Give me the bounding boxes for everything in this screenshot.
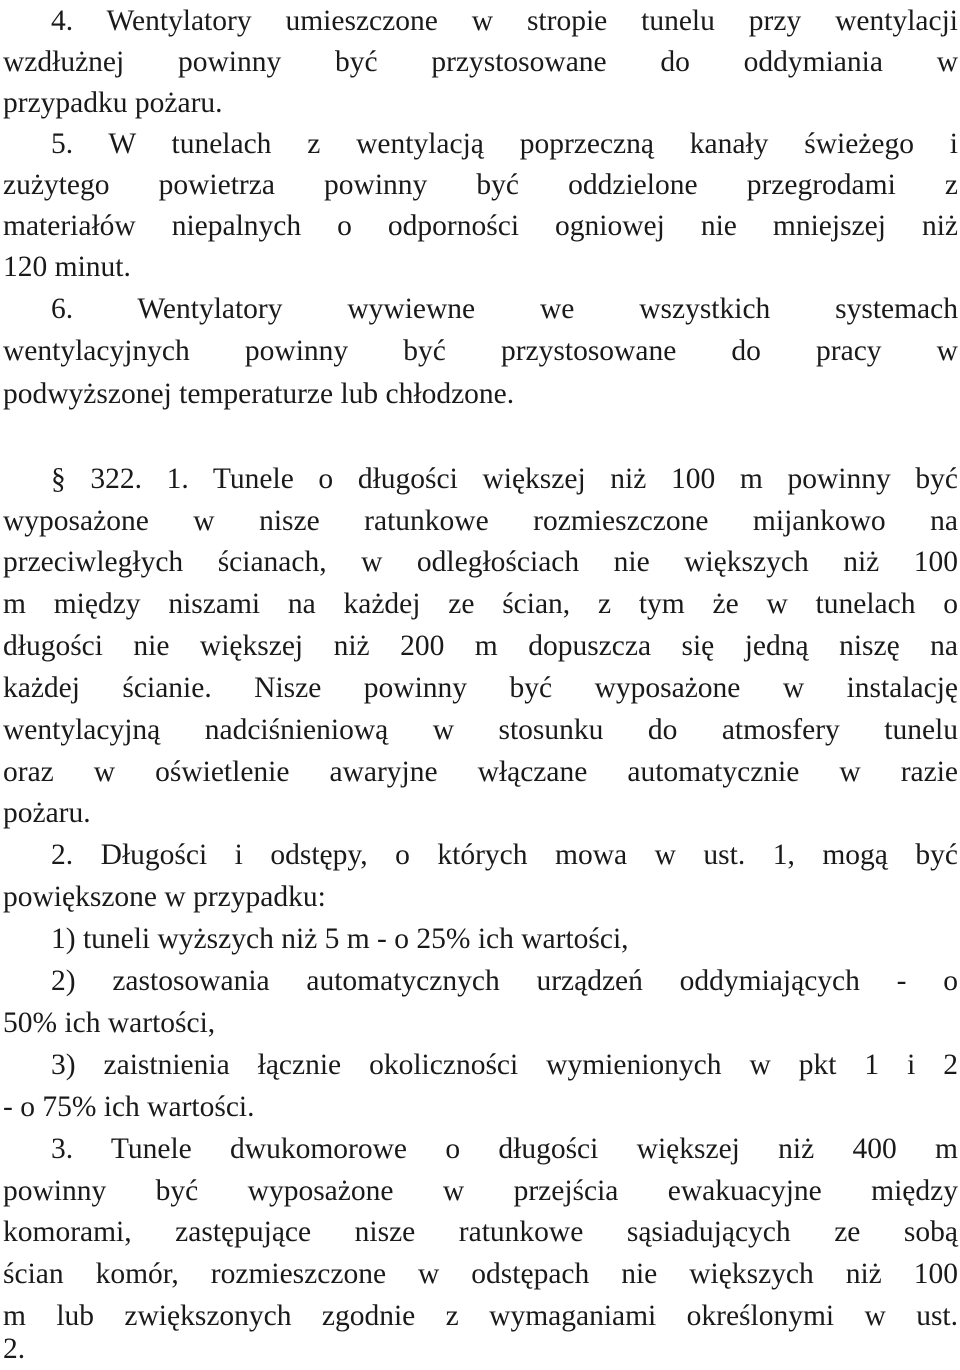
list-item: 1) tuneli wyższych niż 5 m - o 25% ich wartości, <box>51 923 629 955</box>
text-line: wentylacyjnych powinny być przystosowane do pracy w <box>3 335 958 367</box>
text-line: 120 minut. <box>3 251 131 283</box>
section-heading-line: § 322. 1. Tunele o długości większej niż 100 m powinny być <box>51 463 958 495</box>
text-line: 4. Wentylatory umieszczone w stropie tunelu przy wentylacji <box>51 5 958 37</box>
text-line: długości nie większej niż 200 m dopuszcza się jedną niszę na <box>3 630 958 662</box>
text-line: podwyższonej temperaturze lub chłodzone. <box>3 378 515 410</box>
text-line: 6. Wentylatory wywiewne we wszystkich systemach <box>51 293 958 325</box>
text-line: przypadku pożaru. <box>3 87 223 119</box>
text-line: wyposażone w nisze ratunkowe rozmieszczone mijankowo na <box>3 505 958 537</box>
text-line: 50% ich wartości, <box>3 1007 216 1039</box>
text-line: 3. Tunele dwukomorowe o długości większej niż 400 m <box>51 1133 958 1165</box>
text-line: ścian komór, rozmieszczone w odstępach nie większych niż 100 <box>3 1258 958 1290</box>
text-line: m między niszami na każdej ze ścian, z tym że w tunelach o <box>3 588 958 620</box>
text-line: zużytego powietrza powinny być oddzielone przegrodami z <box>3 169 958 201</box>
text-line: - o 75% ich wartości. <box>3 1091 255 1123</box>
text-line: przeciwległych ścianach, w odległościach nie większych niż 100 <box>3 546 958 578</box>
text-line: oraz w oświetlenie awaryjne włączane automatycznie w razie <box>3 756 958 788</box>
text-line: każdej ścianie. Nisze powinny być wyposażone w instalację <box>3 672 958 704</box>
list-item: 2) zastosowania automatycznych urządzeń oddymiających - o <box>51 965 958 997</box>
text-line: wzdłużnej powinny być przystosowane do oddymiania w <box>3 46 958 78</box>
text-line: wentylacyjną nadciśnieniową w stosunku do atmosfery tunelu <box>3 714 958 746</box>
text-line: 2. <box>3 1333 26 1365</box>
text-line: 5. W tunelach z wentylacją poprzeczną kanały świeżego i <box>51 128 958 160</box>
text-line: komorami, zastępujące nisze ratunkowe sąsiadujących ze sobą <box>3 1216 958 1248</box>
text-line: pożaru. <box>3 797 91 829</box>
text-line: powiększone w przypadku: <box>3 881 326 913</box>
text-line: powinny być wyposażone w przejścia ewakuacyjne między <box>3 1175 958 1207</box>
text-line: m lub zwiększonych zgodnie z wymaganiami określonymi w ust. <box>3 1300 958 1332</box>
list-item: 3) zaistnienia łącznie okoliczności wymienionych w pkt 1 i 2 <box>51 1049 958 1081</box>
text-line: 2. Długości i odstępy, o których mowa w ust. 1, mogą być <box>51 839 958 871</box>
text-line: materiałów niepalnych o odporności ogniowej nie mniejszej niż <box>3 210 958 242</box>
